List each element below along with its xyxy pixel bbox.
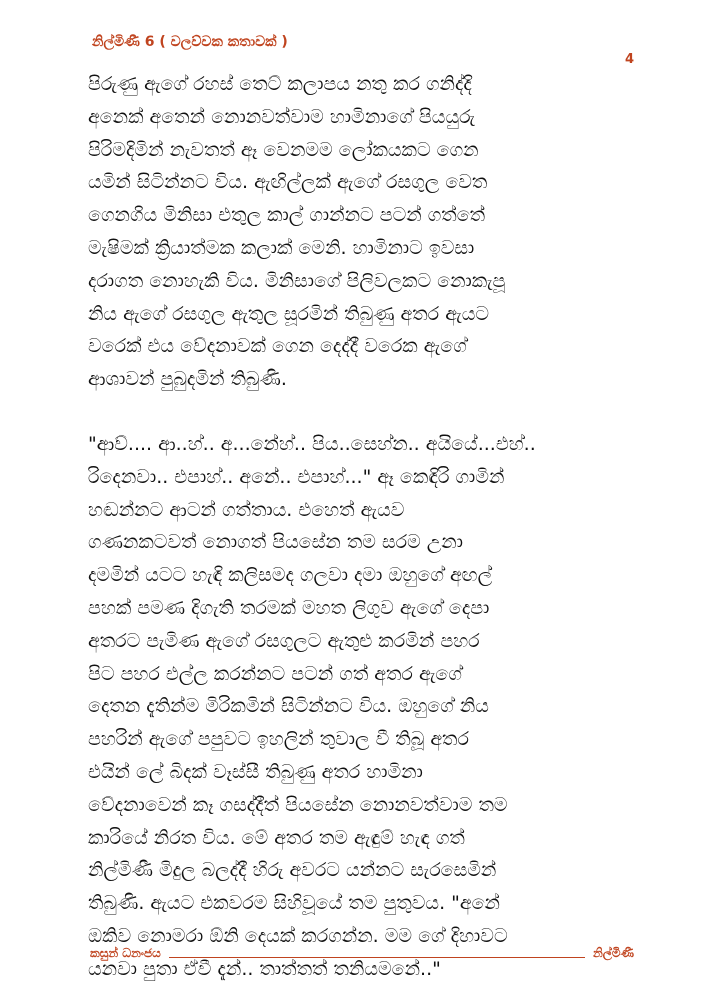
text-line: එයින් ලේ බිදක් වෑස්සී තිබුණු අතර හාමිනා (88, 760, 423, 783)
text-line: දමමින් යටට හැඳි කලිසමද ගලවා දමා ඔහුගේ අඟල් (88, 564, 493, 587)
text-line: දෙතන දැතින්ම මිරිකමින් සිටින්නට විය. ඔහුගේ නිය (88, 695, 489, 718)
text-line: පිට පහර එල්ල කරන්නට පටන් ගත් අතර ඇගේ (88, 662, 462, 685)
text-line: ගණනකටවත් නොගත් පියසේන තම සරම උනා (88, 531, 463, 554)
text-line: අනෙක් අතෙන් නොනවත්වාම හාමිනාගේ පියයුරු (88, 105, 476, 128)
text-line: මැෂිමක් ක්‍රියාත්මක කලාක් මෙනි. හාමිනාට ඉවසා (88, 236, 475, 259)
text-line: රිදෙනවා.. එපාහ්.. අනේ.. එපාහ්..." ඈ කෙඳිරි ගාමින් (88, 465, 505, 488)
document-header-title: නිල්මිණී 6 ( වලව්වක කතාවක් ) (92, 34, 288, 50)
story-body (88, 68, 636, 986)
page-footer (90, 946, 634, 961)
text-line: නිල්මිණී මිදුල බලද්දී හිරු අවරට යන්නට සැරසෙමින් (88, 859, 497, 882)
text-line: යනවා පුතා ඒවී දැන්.. තාත්තත් තනියමනේ.." (88, 957, 441, 980)
text-line: ඔකිව නොමරා ඕනි දෙයක් කරගන්න. මම ගේ දිහාවට (88, 924, 508, 947)
text-line: ආශාවන් පුබුදමින් තිබුණි. (88, 368, 287, 391)
text-line: පහරින් ඇගේ පපුවට ඉහලින් තුවාල වී තිබූ අතර (88, 728, 469, 751)
footer-title: නිල්මිණී (592, 946, 634, 960)
text-line: වේදනාවෙන් කෑ ගසද්දීත් පියසේන නොනවත්වාම තම (88, 793, 508, 816)
text-line: පිරිමදිමින් නැවතත් ඈ වෙනමම ලෝකයකට ගෙන (88, 138, 479, 161)
footer-divider (169, 957, 585, 958)
text-line: කාරියේ නිරත විය. මේ අතර තම ඇඳුම් හැඳ ගත් (88, 826, 465, 849)
text-line: "ආව්.... ආ..හ්.. අ...නේහ්.. පිය..සෙහ්න.. අයියේ...එහ්.. (88, 432, 536, 455)
paragraph-gap (88, 396, 636, 428)
footer-author: කසුන් ධනංජය (90, 946, 161, 960)
text-line: පිරුණු ඇගේ රහස් තෙට් කලාපය නතු කර ගනිද්දි (88, 73, 472, 95)
paragraph-2 (88, 428, 636, 986)
text-line: හඬන්නට ආටන් ගත්තාය. එහෙත් ඇයව (88, 498, 405, 521)
page-number: 4 (624, 52, 634, 67)
text-line: වරෙක් එය වේදනාවක් ගෙන දෙද්දී වරෙක ඇගේ (88, 335, 467, 358)
paragraph-1 (88, 68, 636, 396)
text-line: පහක් පමණ දිගැති තරමක් මහත ලිගුව ඇගේ දෙපා (88, 596, 490, 619)
text-line: දරාගත නොහැකි විය. මිනිසාගේ පිලිවලකට නොකැපූ (88, 269, 506, 292)
text-line: අතරට පැමිණ ඇගේ රසගුලට ඇතුළු කරමින් පහර (88, 629, 480, 652)
text-line: ගෙනගිය මිනිසා එතුල කාල් ගාන්නට පටන් ගත්තේ (88, 204, 486, 227)
text-line: තිබුණි. ඇයට එකවරම සිහිවූයේ තම පුතුවය. "අනේ (88, 892, 500, 915)
text-line: යමින් සිටින්නට විය. ඇඟිල්ලක් ඇගේ රසගුල වෙත (88, 171, 488, 194)
text-line: නිය ඇගේ රසගුල ඇතුල සූරමින් තිබුණු අතර ඇයට (88, 302, 490, 325)
